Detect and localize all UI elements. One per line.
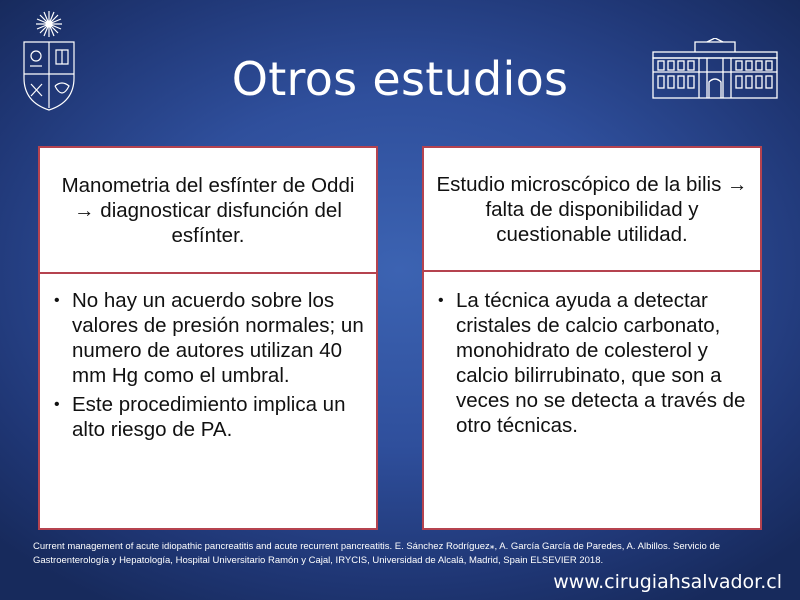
left-card-body <box>40 276 376 528</box>
citation-text: Current management of acute idiopathic pancreatitis and acute recurrent pancreatitis. E. Sánchez Rodríguez⁎, A. García García de Paredes, A. Albillos. Servicio de Gastroenterología y Hepatología, Hospital Universitario Ramón y Cajal, IRYCIS, Universidad de Alcalá, Madrid, Spain ELSEVIER 2018. <box>33 541 721 566</box>
website-url: www.cirugiahsalvador.cl <box>553 571 782 593</box>
left-card-header: Manometria del esfínter de Oddi → diagnosticar disfunción del esfínter. <box>40 148 376 274</box>
left-card-bullet: • Este procedimiento implica un alto riesgo de PA. <box>54 392 366 442</box>
right-card-bullet-list <box>438 288 750 438</box>
left-card <box>38 146 378 530</box>
right-card-bullet: • La técnica ayuda a detectar cristales de calcio carbonato, monohidrato de colesterol y calcio bilirrubinato, que son a veces no se detecta a través de otro técnicas. <box>438 288 750 438</box>
left-card-bullet: • No hay un acuerdo sobre los valores de presión normales; un numero de autores utilizan 40 mm Hg como el umbral. <box>54 288 366 388</box>
left-card-bullet-list <box>54 288 366 442</box>
right-card <box>422 146 762 530</box>
slide-title: Otros estudios <box>231 52 569 106</box>
right-card-header: Estudio microscópico de la bilis → falta de disponibilidad y cuestionable utilidad. <box>424 148 760 272</box>
right-card-body <box>424 276 760 528</box>
